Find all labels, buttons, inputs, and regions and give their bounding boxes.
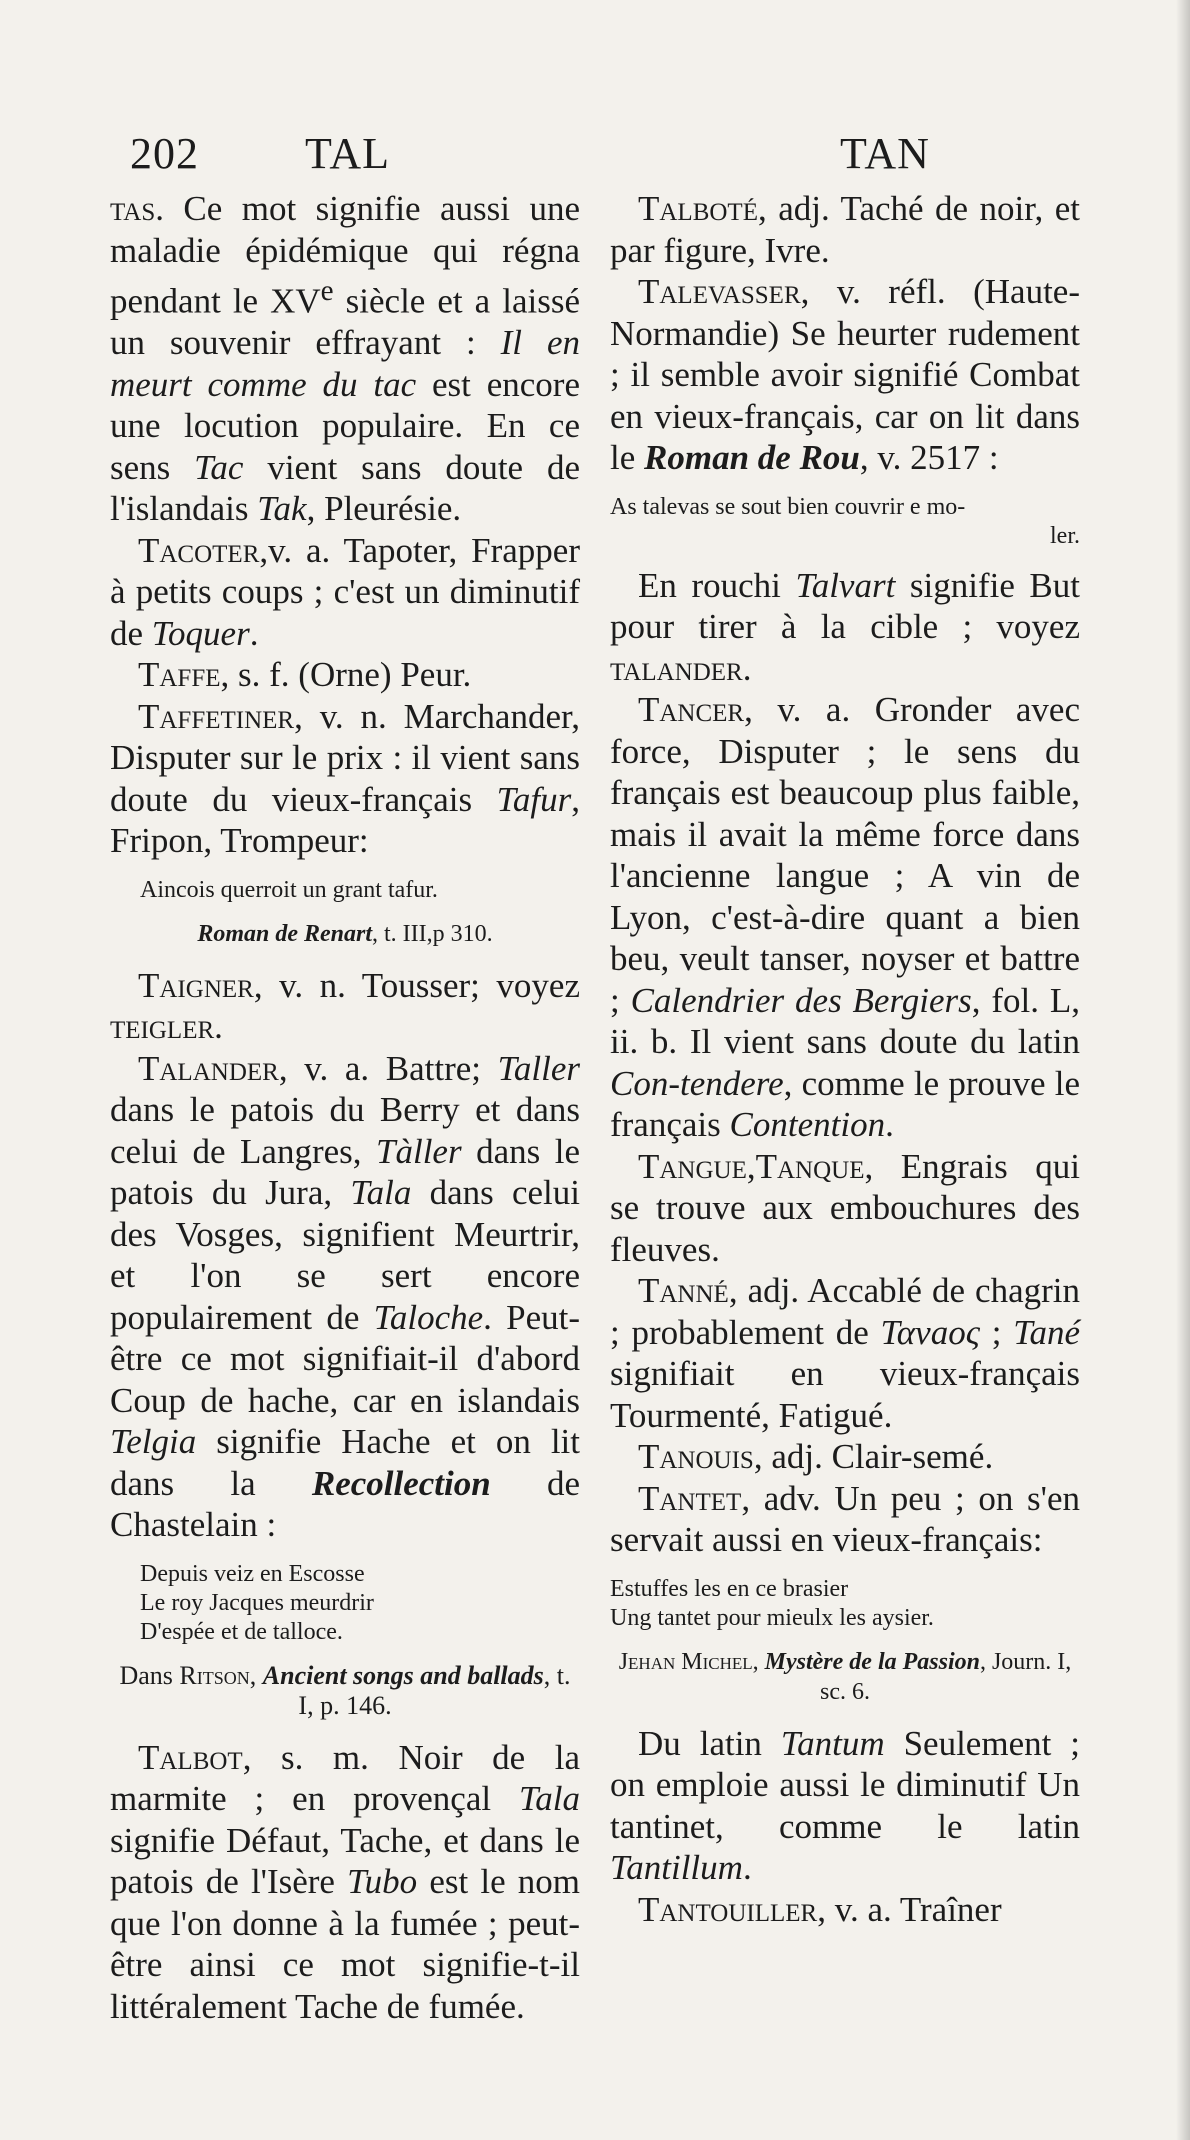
citation-pre: Dans [119, 1660, 180, 1690]
entry-italic: Tala [350, 1173, 412, 1213]
entry-italic: Toquer [151, 613, 250, 653]
entry-text: de Chastelain : [110, 1463, 580, 1545]
entry-text: , v. a. Battre; [278, 1048, 498, 1088]
greek-word: Τανaος [880, 1312, 980, 1352]
entry-tangue [610, 1146, 1080, 1271]
citation-author: Jehan Michel [618, 1648, 753, 1675]
entry-text: , adj. Taché de noir, et par figure, Ivre. [610, 189, 1080, 270]
entry-italic: Tantum [780, 1723, 885, 1763]
entry-tantet [610, 1478, 1080, 1561]
quotation [140, 1560, 580, 1647]
headword: Tacoter [138, 530, 260, 570]
entry-text: est le nom que l'on donne à la fumée ; peut-être ainsi ce mot signifie-t-il littéralement Tache de fumée. [110, 1862, 580, 2026]
headword: Talboté [638, 189, 758, 228]
entry-tac-continued [110, 188, 580, 530]
headword: Talevasser [638, 272, 801, 311]
headword: Taigner [138, 965, 254, 1005]
left-column [110, 188, 580, 2027]
headword: Taffetiner [138, 696, 295, 736]
entry-italic: Taloche [373, 1297, 484, 1337]
citation-title: Ancient songs and ballads [262, 1660, 544, 1690]
entry-italic: Roman de Rou [644, 438, 860, 477]
entry-italic: Calendrier des Bergiers [630, 980, 972, 1020]
entry-tanouis [610, 1436, 1080, 1478]
citation-ref: , t. I, p. 146. [298, 1660, 571, 1720]
right-running-head: TAN [840, 129, 930, 178]
citation-sep: , [249, 1660, 263, 1690]
citation-ref: , t. III,p 310. [372, 920, 493, 947]
page-number: 202 [130, 129, 199, 178]
quotation [140, 876, 580, 905]
entry-lead: tas. [110, 189, 164, 228]
quotation [610, 1575, 1080, 1633]
entry-text: , v. n. Tousser; voyez [253, 965, 580, 1005]
entry-tanne [610, 1270, 1080, 1436]
entry-text: , adj. Accablé de chagrin ; probablement de [610, 1271, 1080, 1352]
entry-italic: Tubo [347, 1862, 418, 1902]
entry-text: dans le patois du Berry et dans celui de Langres, [110, 1090, 580, 1171]
entry-italic: Taller [497, 1048, 580, 1088]
entry-italic: Tala [519, 1779, 580, 1819]
entry-text: . [742, 1848, 752, 1887]
entry-text: signifie Hache et on lit dans la [110, 1422, 580, 1503]
entry-text: , v. a. Gronder avec force, Disputer ; le sens du français est beaucoup plus faible, mais il avait la même force dans l'ancienne langue ; A vin de Lyon, c'est-à-dire quant a bien beu, veult tanser, noyser et battre ; [610, 690, 1080, 1020]
citation-title: Roman de Renart [197, 920, 373, 947]
entry-text: , v. 2517 : [859, 438, 999, 477]
entry-text: , adv. Un peu ; on s'en servait aussi en vieux-français: [610, 1478, 1080, 1559]
running-header [0, 128, 1190, 188]
entry-text: Du latin [638, 1723, 781, 1763]
headword: Talander [138, 1048, 279, 1088]
cross-reference: teigler [110, 1007, 215, 1047]
entry-text: , fol. L, ii. b. Il vient sans doute du latin [610, 980, 1080, 1061]
quotation-line: ler. [1050, 522, 1080, 549]
entry-text: , Fripon, Trompeur: [110, 779, 580, 861]
left-running-head: TAL [305, 129, 391, 178]
entry-text: . [885, 1105, 894, 1144]
headword: Tangue,Tanque [638, 1146, 865, 1186]
entry-text: . [249, 613, 259, 653]
cross-reference: talander [610, 648, 743, 688]
entry-talbot [110, 1737, 580, 2028]
entry-text: , comme le prouve le français [610, 1063, 1080, 1144]
quotation [610, 493, 1080, 551]
right-column [610, 188, 1080, 1930]
entry-text: , Pleurésie. [306, 489, 462, 529]
quotation-line: Estuffes les en ce brasier [610, 1575, 849, 1602]
entry-italic: Tafur [496, 779, 572, 819]
headword: Tantouiller [638, 1889, 818, 1929]
entry-tacoter [110, 530, 580, 655]
entry-italic: Contention [729, 1105, 886, 1144]
entry-text: signifiait en vieux-français Tourmenté, Fatigué. [610, 1354, 1080, 1435]
entry-taffetiner [110, 696, 580, 862]
entry-text: vient sans doute de l'islandais [110, 447, 580, 529]
citation-ref: , Journ. I, sc. 6. [820, 1648, 1072, 1705]
entry-italic: Tantillum [610, 1848, 743, 1887]
entry-text: , adj. Clair-semé. [753, 1437, 994, 1476]
quotation-line: Aincois querroit un grant tafur. [140, 876, 438, 903]
quotation-line: As talevas se sout bien couvrir e mo- [610, 493, 966, 520]
entry-text: . [214, 1007, 223, 1047]
citation-author: Ritson [179, 1660, 250, 1690]
entry-text: signifie Défaut, Tache, et dans le patois de l'Isère [110, 1820, 580, 1902]
entry-talbote [610, 188, 1080, 271]
entry-italic: Il en meurt comme du tac [110, 323, 581, 404]
entry-text: En rouchi [638, 565, 796, 605]
entry-text: , s. m. Noir de la marmite ; en provençal [110, 1737, 580, 1819]
entry-italic: Tac [194, 447, 244, 487]
entry-italic: Con-tendere [610, 1063, 784, 1103]
headword: Taffe [138, 655, 221, 695]
citation-title: Mystère de la Passion [764, 1648, 980, 1675]
entry-talvart [610, 565, 1080, 690]
quotation-line: Le roy Jacques meurdrir [140, 1589, 374, 1616]
entry-italic: Telgia [110, 1422, 197, 1462]
entry-italic: Tak [257, 489, 307, 529]
headword: Tanné [638, 1271, 729, 1310]
entry-text: , v. a. Traîner [817, 1889, 1002, 1929]
citation [610, 1647, 1080, 1707]
entry-text: , s. f. (Orne) Peur. [220, 655, 472, 695]
entry-text: ; [979, 1312, 1014, 1352]
headword: Talbot [138, 1737, 243, 1777]
entry-text: , v. réfl. (Haute-Normandie) Se heurter rudement ; il semble avoir signifié Combat en vieux-français, car on lit dans le [610, 272, 1080, 477]
entry-text: dans celui des Vosges, signifient Meurtrir, et l'on se sert encore populairement de [110, 1173, 580, 1337]
entry-text: Ce mot signifie aussi une maladie épidémique qui régna pendant le XV [110, 189, 580, 321]
quotation-line: Depuis veiz en Escosse [140, 1560, 365, 1587]
entry-text: est encore une locution populaire. En ce sens [110, 364, 580, 487]
entry-taigner [110, 965, 580, 1048]
entry-italic: Tané [1013, 1312, 1080, 1352]
headword: Tantet [638, 1478, 742, 1518]
headword: Tancer [638, 690, 745, 729]
entry-tancer [610, 689, 1080, 1146]
entry-text: , v. n. Marchander, Disputer sur le prix : il vient sans doute du vieux-français [110, 696, 580, 819]
entry-text: , Engrais qui se trouve aux embouchures des fleuves. [610, 1146, 1080, 1269]
entry-italic: Tàller [376, 1131, 462, 1171]
entry-talander [110, 1048, 580, 1546]
entry-text: . Peut-être ce mot signifiait-il d'abord Coup de hache, car en islandais [110, 1297, 580, 1420]
entry-tantouiller [610, 1889, 1080, 1931]
entry-italic: Recollection [311, 1463, 491, 1503]
entry-talevasser [610, 271, 1080, 479]
entry-text: . [742, 648, 752, 688]
headword: Tanouis [638, 1437, 754, 1476]
citation [110, 1661, 580, 1721]
citation [110, 919, 580, 949]
entry-tantet-etym [610, 1723, 1080, 1889]
quotation-line: Ung tantet pour mieulx les aysier. [610, 1604, 934, 1631]
entry-text: dans le patois du Jura, [110, 1131, 580, 1213]
citation-sep: , [752, 1648, 765, 1675]
entry-text: signifie But pour tirer à la cible ; voyez [610, 565, 1080, 646]
page-edge-shadow [1176, 0, 1190, 2140]
superscript: e [320, 275, 334, 307]
entry-text: siècle et a laissé un souvenir effrayant : [110, 281, 580, 363]
entry-text: ,v. a. Tapoter, Frapper à petits coups ; c'est un diminutif de [110, 530, 580, 653]
entry-taffe [110, 654, 580, 696]
entry-italic: Talvart [795, 565, 896, 605]
quotation-line: D'espée et de talloce. [140, 1618, 343, 1645]
entry-text: Seulement ; on emploie aussi le diminutif Un tantinet, comme le latin [610, 1723, 1080, 1846]
